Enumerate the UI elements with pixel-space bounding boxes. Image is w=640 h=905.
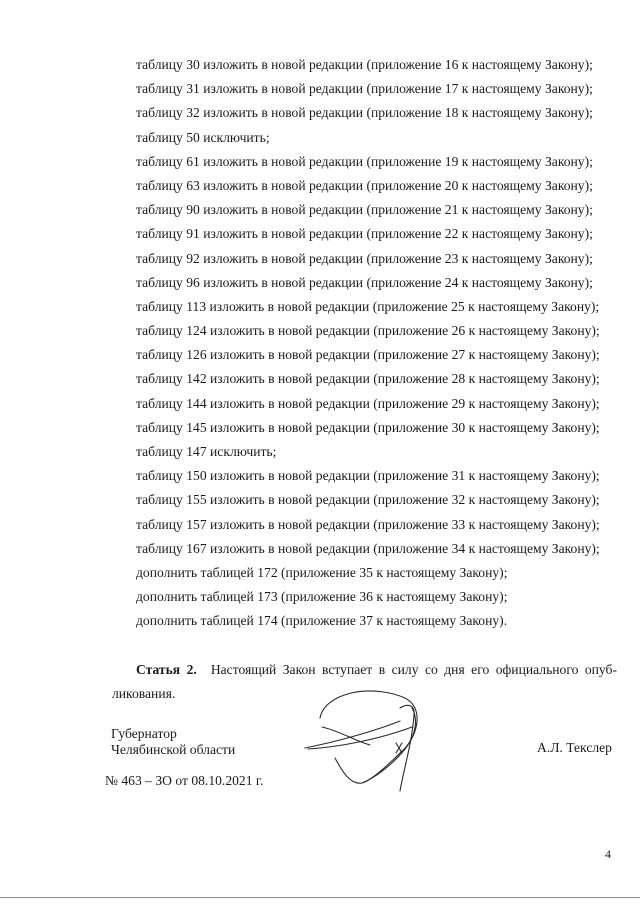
list-item: таблицу 142 изложить в новой редакции (приложение 28 к настоящему Закону); xyxy=(136,371,600,387)
list-item: таблицу 63 изложить в новой редакции (приложение 20 к настоящему Закону); xyxy=(136,177,593,193)
handwritten-signature-icon xyxy=(300,683,430,803)
list-item: таблицу 144 изложить в новой редакции (приложение 29 к настоящему Закону); xyxy=(136,395,600,411)
list-item: таблицу 91 изложить в новой редакции (приложение 22 к настоящему Закону); xyxy=(136,226,593,242)
bottom-rule xyxy=(0,897,640,898)
governor-title-line1: Губернатор xyxy=(111,726,177,741)
registration-number: № 463 – ЗО от 08.10.2021 г. xyxy=(105,773,264,788)
list-item: таблицу 31 изложить в новой редакции (приложение 17 к настоящему Закону); xyxy=(136,81,593,97)
list-item: таблицу 92 изложить в новой редакции (приложение 23 к настоящему Закону); xyxy=(136,250,593,266)
list-item: таблицу 147 исключить; xyxy=(136,444,277,459)
list-item: таблицу 145 изложить в новой редакции (приложение 30 к настоящему Закону); xyxy=(136,419,600,435)
list-item: таблицу 126 изложить в новой редакции (приложение 27 к настоящему Закону); xyxy=(136,347,600,363)
list-item: таблицу 157 изложить в новой редакции (приложение 33 к настоящему Закону); xyxy=(136,516,600,532)
list-item: таблицу 96 изложить в новой редакции (приложение 24 к настоящему Закону); xyxy=(136,274,593,290)
article-2-text-line1: Настоящий Закон вступает в силу со дня его официального опуб- xyxy=(210,662,617,677)
list-item: таблицу 124 изложить в новой редакции (приложение 26 к настоящему Закону); xyxy=(136,323,600,339)
list-item: таблицу 61 изложить в новой редакции (приложение 19 к настоящему Закону); xyxy=(136,153,593,169)
list-item: таблицу 32 изложить в новой редакции (приложение 18 к настоящему Закону); xyxy=(136,105,593,121)
list-item: дополнить таблицей 174 (приложение 37 к настоящему Закону). xyxy=(136,613,508,629)
amendments-list xyxy=(136,53,626,634)
list-item: таблицу 155 изложить в новой редакции (приложение 32 к настоящему Закону); xyxy=(136,492,600,508)
list-item: таблицу 90 изложить в новой редакции (приложение 21 к настоящему Закону); xyxy=(136,202,593,218)
list-item: таблицу 50 исключить; xyxy=(136,129,270,145)
list-item: дополнить таблицей 172 (приложение 35 к настоящему Закону); xyxy=(136,564,508,580)
list-item: таблицу 30 изложить в новой редакции (приложение 16 к настоящему Закону); xyxy=(136,57,593,72)
governor-name: А.Л. Текслер xyxy=(537,740,612,755)
list-item: дополнить таблицей 173 (приложение 36 к настоящему Закону); xyxy=(136,589,508,605)
article-2-heading: Статья 2. xyxy=(136,662,197,677)
governor-title-line2: Челябинской области xyxy=(111,742,236,757)
article-2-first-line xyxy=(112,658,617,682)
list-item: таблицу 113 изложить в новой редакции (приложение 25 к настоящему Закону); xyxy=(136,298,600,314)
article-2-text-line2: ликования. xyxy=(112,686,176,701)
list-item: таблицу 150 изложить в новой редакции (приложение 31 к настоящему Закону); xyxy=(136,468,600,484)
list-item: таблицу 167 изложить в новой редакции (приложение 34 к настоящему Закону); xyxy=(136,540,600,556)
page-number: 4 xyxy=(605,847,611,861)
